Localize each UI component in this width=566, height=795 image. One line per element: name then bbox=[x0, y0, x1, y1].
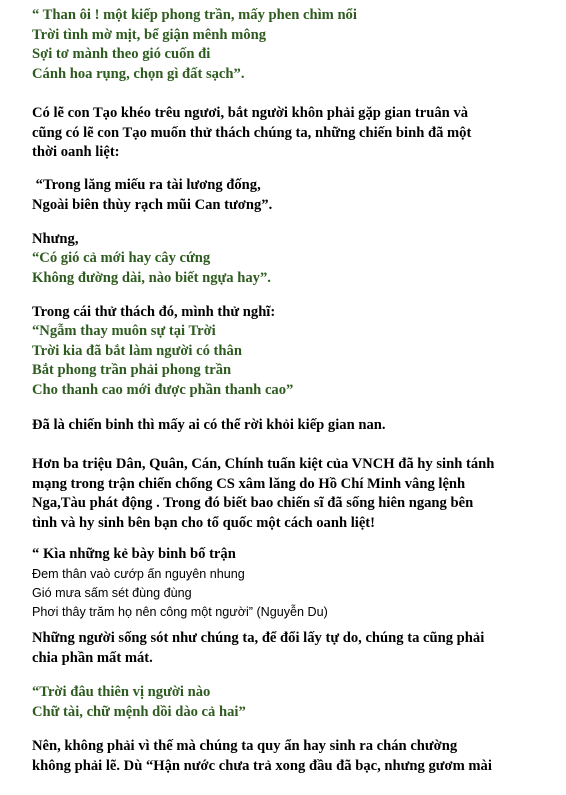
paragraph-chien-binh bbox=[32, 416, 562, 436]
paragraph-line: Nhưng, bbox=[32, 231, 79, 247]
paragraph-ba-trieu bbox=[32, 455, 562, 533]
poem-line: Phơi thây trăm họ nên công một người” (Nguyễn Du) bbox=[32, 605, 328, 619]
poem-line: “ Than ôi ! một kiếp phong trần, mấy phen chìm nổi bbox=[32, 7, 357, 23]
poem-troi-dau bbox=[32, 683, 562, 722]
paragraph-line: cũng có lẽ con Tạo muốn thử thách chúng ta, những chiến binh đã một bbox=[32, 124, 472, 141]
nhung-line bbox=[32, 230, 562, 250]
paragraph-song-sot bbox=[32, 629, 562, 668]
paragraph-line: Trong cái thử thách đó, mình thử nghĩ: bbox=[32, 304, 276, 320]
paragraph-line: chia phần mất mát. bbox=[32, 649, 153, 666]
poem-line: Bắt phong trần phải phong trần bbox=[32, 362, 232, 379]
poem-ngam-thay bbox=[32, 322, 562, 400]
poem-line: Chữ tài, chữ mệnh dồi dào cả hai” bbox=[32, 703, 246, 720]
poem-line: Cho thanh cao mới được phần thanh cao” bbox=[32, 381, 294, 398]
poem-line: Sợi tơ mành theo gió cuốn đi bbox=[32, 46, 211, 63]
paragraph-con-tao bbox=[32, 104, 562, 163]
poem-line: Cánh hoa rụng, chọn gì đất sạch”. bbox=[32, 65, 245, 82]
poem-gio-ca bbox=[32, 249, 562, 288]
poem-than-oi bbox=[32, 6, 562, 84]
poem-line: Trời tình mờ mịt, bể giận mênh mông bbox=[32, 26, 266, 43]
poem-line: “Ngẫm thay muôn sự tại Trời bbox=[32, 323, 216, 339]
paragraph-line: không phải lẽ. Dù “Hận nước chưa trả xong đầu đã bạc, nhưng gươm mài bbox=[32, 757, 492, 774]
paragraph-line: Hơn ba triệu Dân, Quân, Cán, Chính tuấn kiệt của VNCH đã hy sinh tánh bbox=[32, 456, 495, 472]
paragraph-line: Những người sống sót như chúng ta, để đổi lấy tự do, chúng ta cũng phải bbox=[32, 630, 485, 646]
paragraph-line: Nên, không phải vì thế mà chúng ta quy ẩn hay sinh ra chán chường bbox=[32, 738, 458, 754]
poem-kia-nhung bbox=[32, 545, 562, 622]
paragraph-line: tình và hy sinh bên bạn cho tổ quốc một cách oanh liệt! bbox=[32, 514, 376, 531]
poem-line: “Trời đâu thiên vị người nào bbox=[32, 684, 211, 700]
poem-line: Trời kia đã bắt làm người có thân bbox=[32, 342, 242, 359]
paragraph-line: Đã là chiến binh thì mấy ai có thể rời khỏi kiếp gian nan. bbox=[32, 417, 386, 433]
poem-lang-mieu bbox=[32, 176, 562, 215]
paragraph-line: Nga,Tàu phát động . Trong đó biết bao chiến sĩ đã sống hiên ngang bên bbox=[32, 495, 474, 512]
poem-line: Ngoài biên thùy rạch mũi Can tương”. bbox=[32, 196, 273, 213]
poem-line: Không đường dài, nào biết ngựa hay”. bbox=[32, 269, 271, 286]
poem-line: Đem thân vaò cướp ấn nguyên nhung bbox=[32, 566, 245, 581]
poem-line: “ Kìa những kẻ bày binh bố trận bbox=[32, 546, 236, 562]
paragraph-line: mạng trong trận chiến chống CS xâm lăng do Hồ Chí Minh vâng lệnh bbox=[32, 475, 466, 492]
poem-line: Gió mưa sấm sét đùng đùng bbox=[32, 585, 192, 600]
poem-line: “Trong lăng miếu ra tài lương đống, bbox=[32, 177, 261, 193]
paragraph-line: Có lẽ con Tạo khéo trêu ngươi, bắt người khôn phải gặp gian truân và bbox=[32, 105, 469, 121]
paragraph-quy-an bbox=[32, 737, 562, 776]
thu-thach-intro bbox=[32, 303, 562, 323]
paragraph-line: thời oanh liệt: bbox=[32, 144, 120, 161]
poem-line: “Có gió cả mới hay cây cứng bbox=[32, 250, 211, 266]
